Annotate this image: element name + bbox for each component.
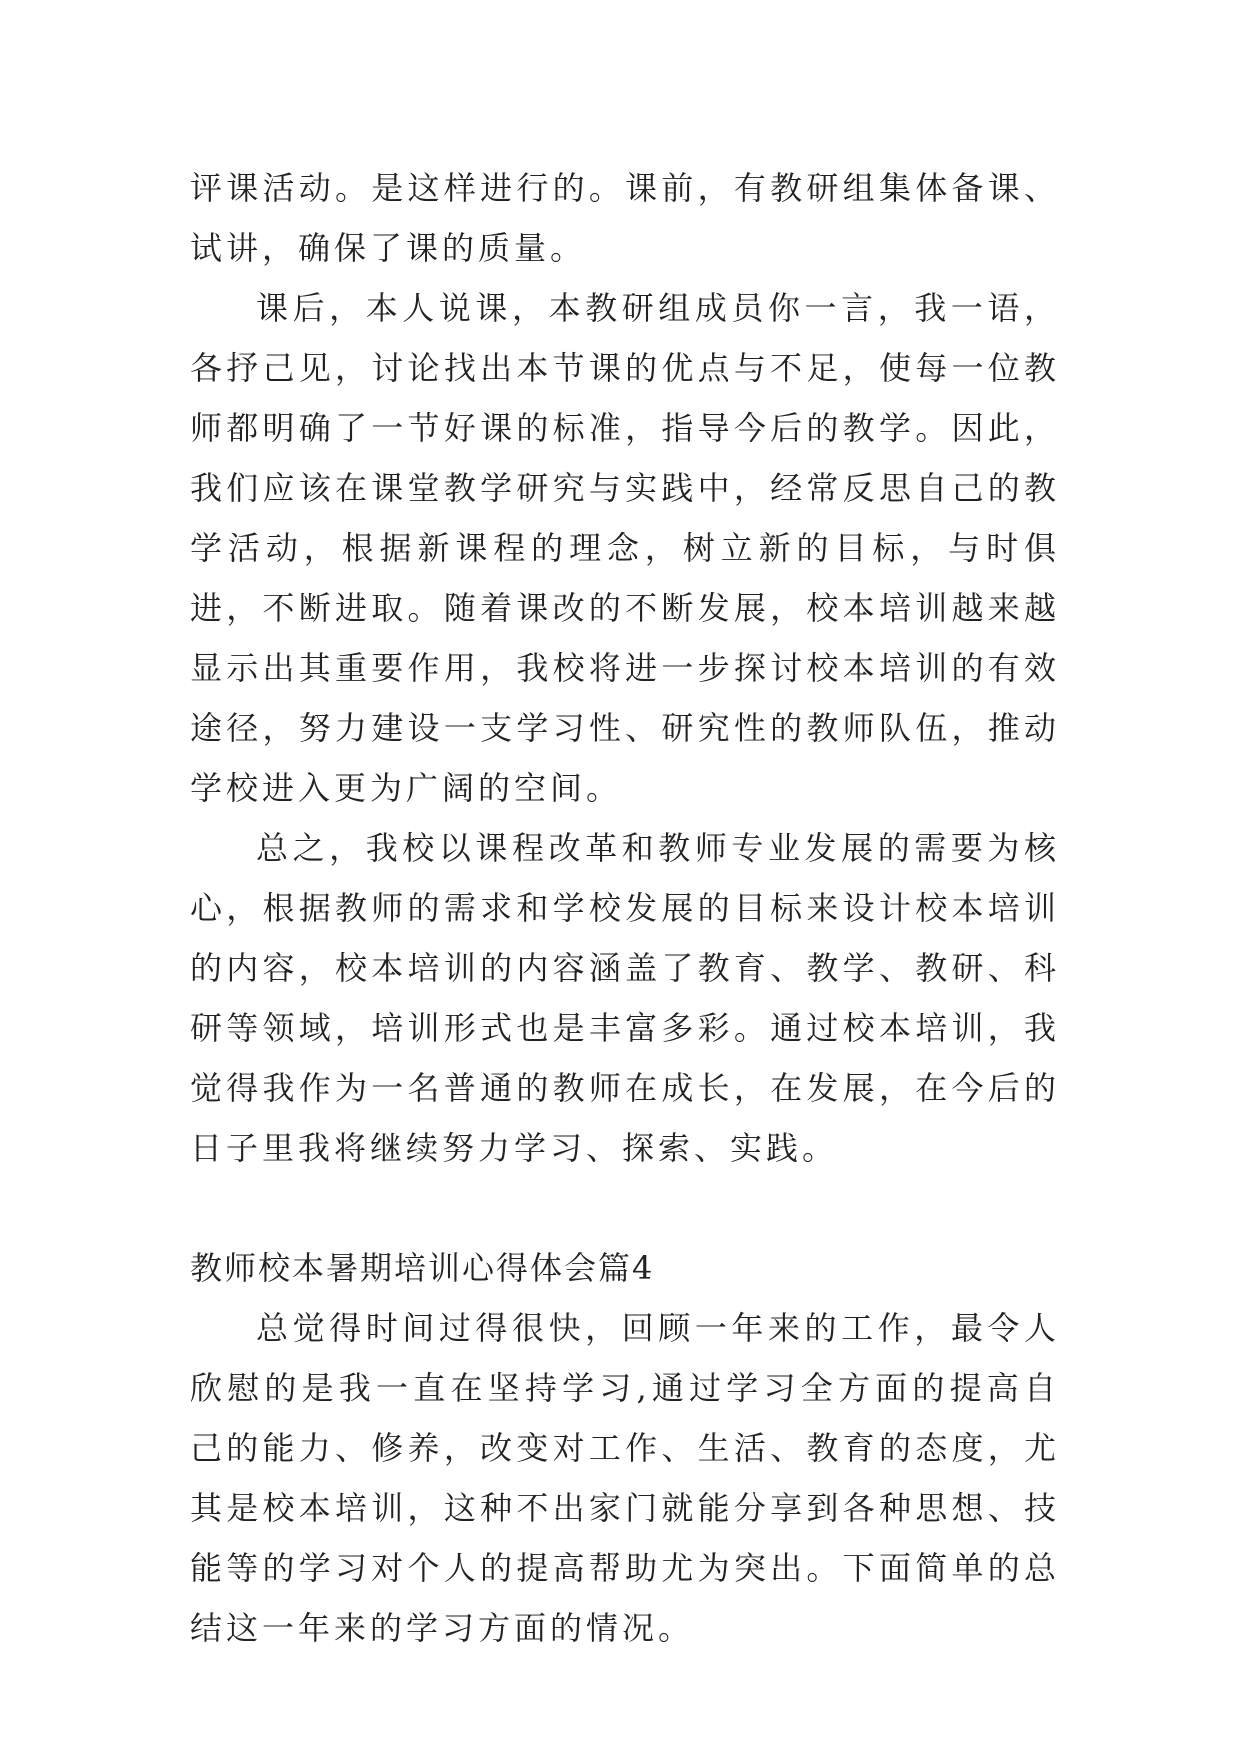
section-heading: 教师校本暑期培训心得体会篇4 [190,1249,655,1287]
paragraph-summary: 总之，我校以课程改革和教师专业发展的需要为核心，根据教师的需求和学校发展的目标来设计校本培训的内容，校本培训的内容涵盖了教育、教学、教研、科研等领域，培训形式也是丰富多彩。通过校本培训，我觉得我作为一名普通的教师在成长，在发展，在今后的日子里我将继续努力学习、探索、实践。 [190,829,1060,1167]
paragraph-continuation: 评课活动。是这样进行的。课前，有教研组集体备课、试讲，确保了课的质量。 [190,169,1060,267]
paragraph-after-class: 课后，本人说课，本教研组成员你一言，我一语，各抒己见，讨论找出本节课的优点与不足，使每一位教师都明确了一节好课的标准，指导今后的教学。因此，我们应该在课堂教学研究与实践中，经常反思自己的教学活动，根据新课程的理念，树立新的目标，与时俱进，不断进取。随着课改的不断发展，校本培训越来越显示出其重要作用，我校将进一步探讨校本培训的有效途径，努力建设一支学习性、研究性的教师队伍，推动学校进入更为广阔的空间。 [190,289,1060,807]
paragraph-section-intro: 总觉得时间过得很快，回顾一年来的工作，最令人欣慰的是我一直在坚持学习,通过学习全方面的提高自己的能力、修养，改变对工作、生活、教育的态度，尤其是校本培训，这种不出家门就能分享到各种思想、技能等的学习对个人的提高帮助尤为突出。下面简单的总结这一年来的学习方面的情况。 [190,1309,1060,1647]
document-body [190,158,1060,1658]
